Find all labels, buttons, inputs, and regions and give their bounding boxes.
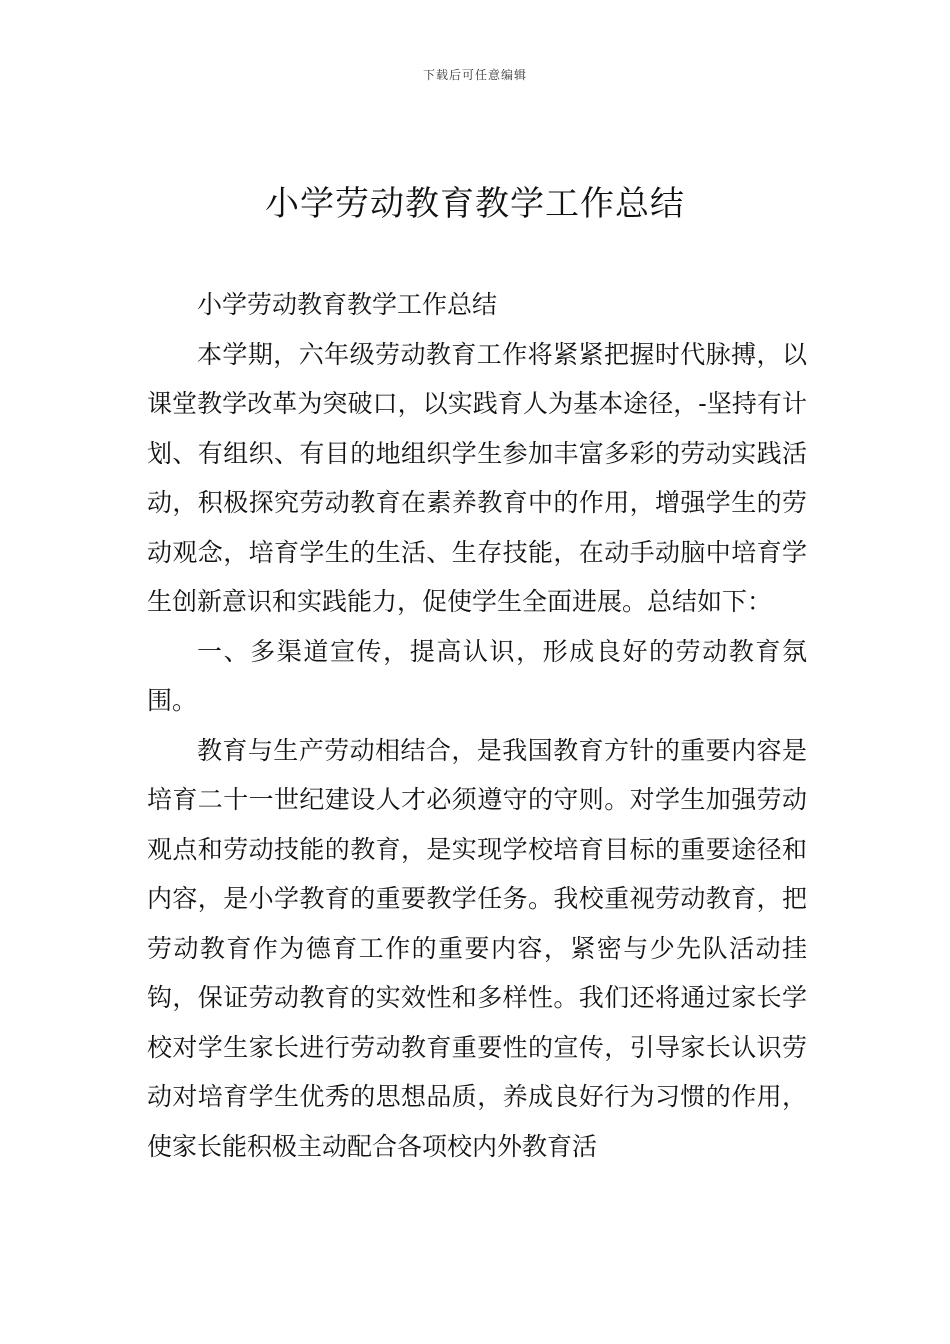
document-title: 小学劳动教育教学工作总结 (265, 184, 685, 224)
paragraph-section-heading: 一、多渠道宣传，提高认识，形成良好的劳动教育氛围。 (147, 636, 807, 715)
paragraph-subtitle: 小学劳动教育教学工作总结 (197, 290, 498, 319)
paragraph-section-body: 教育与生产劳动相结合，是我国教育方针的重要内容是培育二十一世纪建设人才必须遵守的守则。对学生加强劳动观点和劳动技能的教育，是实现学校培育目标的重要途径和内容，是小学教育的重要教学任务。我校重视劳动教育，把劳动教育作为德育工作的重要内容，紧密与少先队活动挂钩，保证劳动教育的实效性和多样性。我们还将通过家长学校对学生家长进行劳动教育重要性的宣传，引导家长认识劳动对培育学生优秀的思想品质，养成良好行为习惯的作用，使家长能积极主动配合各项校内外教育活 (147, 735, 807, 1161)
header-note: 下载后可任意编辑 (422, 68, 527, 82)
paragraph-intro: 本学期，六年级劳动教育工作将紧紧把握时代脉搏，以课堂教学改革为突破口，以实践育人为基本途径，-坚持有计划、有组织、有目的地组织学生参加丰富多彩的劳动实践活动，积极探究劳动教育在素养教育中的作用，增强学生的劳动观念，培育学生的生活、生存技能，在动手动脑中培育学生创新意识和实践能力，促使学生全面进展。总结如下： (147, 339, 807, 616)
document-body (147, 280, 807, 1171)
